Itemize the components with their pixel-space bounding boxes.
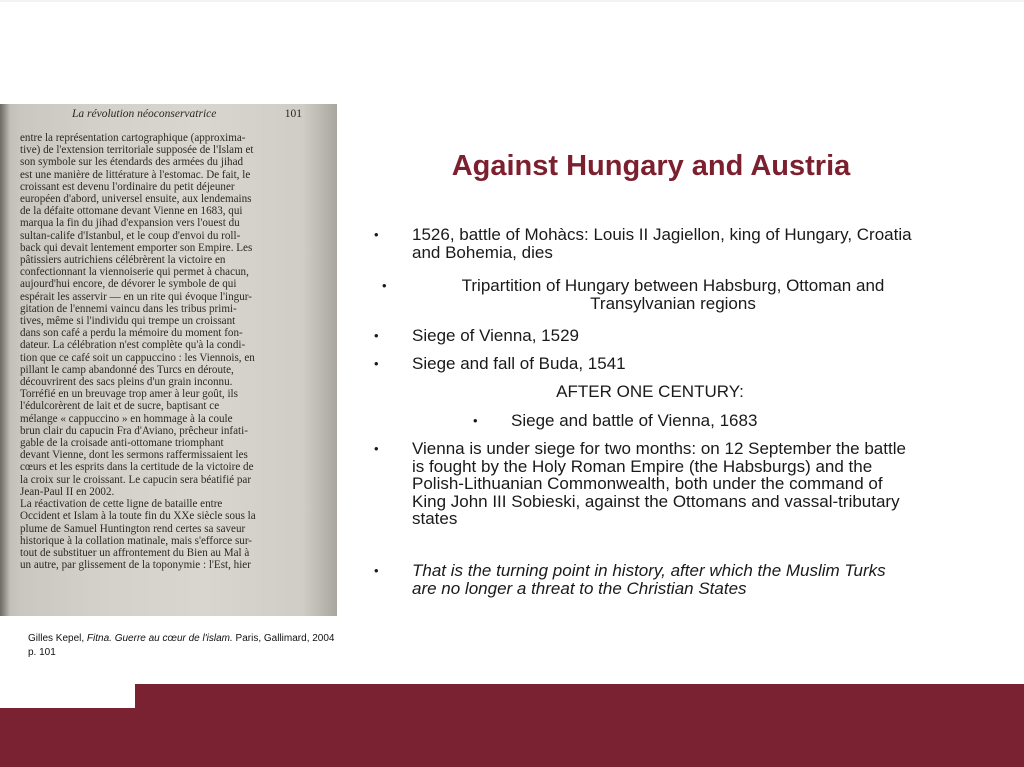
bullet-marker: • (374, 328, 379, 343)
bullet-marker: • (374, 227, 379, 242)
caption-publisher: Paris, Gallimard, 2004 (232, 633, 335, 644)
book-page-line: historique à la collation matinale, mais s'efforce sur- (20, 534, 252, 547)
book-page-line: aujourd'hui encore, de dévorer le symbole de qui (20, 278, 237, 291)
bullet-marker: • (374, 563, 379, 578)
bullet-text: Siege of Vienna, 1529 (412, 326, 579, 345)
book-page-line: découvrirent des sacs pleins d'un grain inconnu. (20, 376, 233, 389)
book-page-header (72, 108, 302, 124)
book-page-photo (0, 104, 337, 616)
book-running-title: La révolution néoconservatrice (72, 108, 217, 120)
book-page-line: devant Vienne, dont les sermons raffermissaient les (20, 449, 248, 462)
book-page-line: espérait les asservir — en un rite qui évoque l'ingur- (20, 290, 252, 303)
caption-author: Gilles Kepel, (28, 633, 87, 644)
bullet-text: Siege and fall of Buda, 1541 (412, 354, 626, 373)
book-page-line: de la défaite ottomane devant Vienne en 1683, qui (20, 205, 243, 218)
book-page-text (20, 132, 302, 571)
book-page-line: dateur. La célébration n'est complète qu'à la condi- (20, 339, 246, 352)
book-page-line: la croix sur le croissant. Le capucin sera béatifié par (20, 473, 252, 486)
book-page-line: mélange « cappuccino » en hommage à la coule (20, 412, 233, 425)
bullet-text: Vienna is under siege for two months: on 12 September the battle is fought by the Holy Roman Empire (the Habsburgs) and the Polish-Lithuanian Commonwealth, both under the command of King John III Sobieski, against the Ottomans and vassal-tributary states (412, 439, 906, 528)
book-page-line: pâtissiers autrichiens célébrèrent la victoire en (20, 254, 226, 267)
caption-book-title: Fitna. Guerre au cœur de l'islam. (86, 633, 233, 644)
book-page-line: Occident et Islam à la toute fin du XXe siècle sous la (20, 510, 256, 523)
book-page-line: un autre, par glissement de la toponymie : l'Est, hier (20, 559, 251, 572)
book-page-number: 101 (284, 108, 302, 120)
book-page-line: tion que ce café soit un cappuccino : les Viennois, en (20, 351, 255, 364)
book-page-line: tout de substituer un affrontement du Bien au Mal à (20, 546, 250, 559)
book-page-line: Torréfié en un breuvage trop amer à leur goût, ils (20, 388, 238, 401)
bullet-text: Tripartition of Hungary between Habsburg, Ottoman and Transylvanian regions (461, 276, 885, 313)
book-page-line: l'édulcorèrent de lait et de sucre, baptisant ce (20, 400, 220, 413)
book-page-line: son symbole sur les étendards des armées du jihad (20, 156, 244, 169)
photo-caption (28, 632, 358, 660)
bullet-marker: • (374, 356, 379, 371)
book-page-line: brun clair du capucin Fra d'Aviano, prêcheur infati- (20, 424, 248, 437)
book-page-line: confectionnant la viennoiserie qui permet à chacun, (20, 266, 249, 279)
book-page-line: croissant est devenu l'ordinaire du petit déjeuner (20, 180, 235, 193)
bullet-text: 1526, battle of Mohàcs: Louis II Jagiellon, king of Hungary, Croatia and Bohemia, dies (412, 225, 912, 262)
bullet-marker: • (473, 413, 478, 428)
book-page-line: gable de la croisade anti-ottomane triomphant (20, 437, 224, 450)
book-page-line: tives, même si l'individu qui trempe un croissant (20, 315, 236, 328)
book-page-line: La réactivation de cette ligne de bataille entre (20, 498, 223, 511)
slide-title: Against Hungary and Austria (451, 150, 851, 182)
footer-band (0, 684, 1024, 767)
bullet-text: Siege and battle of Vienna, 1683 (511, 411, 758, 430)
book-page-line: back qui devait lentement emporter son Empire. Les (20, 241, 253, 254)
section-heading-text: AFTER ONE CENTURY: (556, 382, 744, 401)
book-page-line: entre la représentation cartographique (approxima- (20, 132, 246, 144)
book-page-line: européen d'abord, universel ensuite, aux lendemains (20, 193, 252, 206)
book-page-line: pillant le camp abandonné des Turcs en déroute, (20, 363, 234, 376)
book-page-line: sultan-calife d'Istanbul, et le coup d'envoi du roll- (20, 229, 241, 242)
footer-notch (0, 684, 135, 708)
book-page-line: gitation de l'ennemi vaincu dans les tribus primi- (20, 302, 237, 315)
book-page-line: dans son café a perdu la mémoire du moment fon- (20, 327, 243, 340)
book-page-line: plume de Samuel Huntington rend certes sa saveur (20, 522, 246, 535)
bullet-marker: • (382, 278, 387, 293)
bullet-marker: • (374, 441, 379, 456)
book-page-line: marqua la fin du jihad d'expansion vers l'ouest du (20, 217, 240, 230)
caption-page: p. 101 (28, 647, 56, 658)
book-page-line: tive) de l'extension territoriale supposée de l'Islam et (20, 144, 254, 157)
book-page-line: cœurs et les esprits dans la certitude de la victoire de (20, 461, 254, 474)
top-divider (0, 0, 1024, 2)
book-page-line: est une manière de littérature à l'estomac. De fait, le (20, 168, 251, 181)
bullet-text: That is the turning point in history, after which the Muslim Turks are no longer a threat to the Christian States (412, 561, 886, 598)
book-page-line: Jean-Paul II en 2002. (20, 485, 115, 498)
